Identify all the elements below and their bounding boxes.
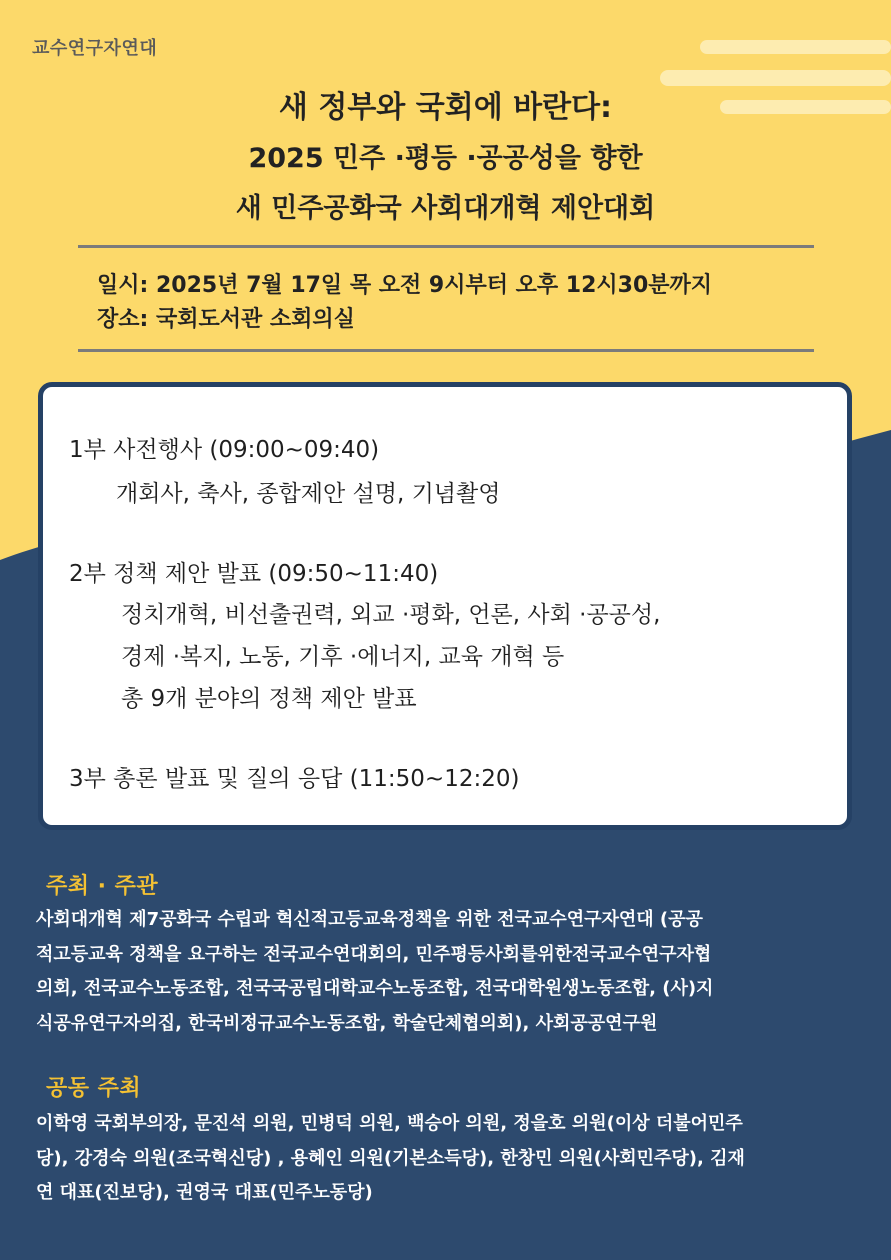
organization-label: 교수연구자연대 <box>32 38 158 59</box>
hosts-line: 의회, 전국교수노동조합, 전국국공립대학교수노동조합, 전국대학원생노동조합, (사)지 <box>36 978 714 999</box>
page-title: 새 정부와 국회에 바란다: <box>278 90 613 125</box>
cohosts-line: 당), 강경숙 의원(조국혁신당) , 용혜인 의원(기본소득당), 한창민 의원(사회민주당), 김재 <box>36 1147 745 1169</box>
divider-bottom <box>78 349 814 352</box>
hosts-line: 적고등교육 정책을 요구하는 전국교수연대회의, 민주평등사회를위한전국교수연구자협 <box>36 943 712 965</box>
part2-title: 2부 정책 제안 발표 (09:50~11:40) <box>69 561 439 587</box>
part2-detail-1: 정치개혁, 비선출권력, 외교 ·평화, 언론, 사회 ·공공성, <box>121 602 661 628</box>
part2-detail-3: 총 9개 분야의 정책 제안 발표 <box>121 686 417 712</box>
hosts-list <box>36 903 856 1041</box>
event-date: 일시: 2025년 7월 17일 목 오전 9시부터 오후 12시30분까지 <box>97 273 713 298</box>
part2-detail-2: 경제 ·복지, 노동, 기후 ·에너지, 교육 개혁 등 <box>121 644 565 670</box>
event-place: 장소: 국회도서관 소회의실 <box>97 307 355 332</box>
part1-detail: 개회사, 축사, 종합제안 설명, 기념촬영 <box>116 481 501 507</box>
hosts-heading: 주최 · 주관 <box>46 874 159 899</box>
cohosts-line: 이학영 국회부의장, 문진석 의원, 민병덕 의원, 백승아 의원, 정을호 의원(이상 더불어민주 <box>36 1113 743 1134</box>
cohosts-heading: 공동 주최 <box>46 1076 142 1101</box>
cohosts-line: 연 대표(진보당), 권영국 대표(민주노동당) <box>36 1182 373 1203</box>
part3-title: 3부 총론 발표 및 질의 응답 (11:50~12:20) <box>69 766 520 792</box>
hosts-line: 식공유연구자의집, 한국비정규교수노동조합, 학술단체협의회), 사회공공연구원 <box>36 1012 658 1034</box>
divider-top <box>78 245 814 248</box>
subtitle-line-2: 새 민주공화국 사회대개혁 제안대회 <box>235 193 656 224</box>
cohosts-list <box>36 1107 856 1211</box>
program-card <box>38 382 852 830</box>
subtitle-line-1: 2025 민주 ·평등 ·공공성을 향한 <box>248 143 643 174</box>
hosts-line: 사회대개혁 제7공화국 수립과 혁신적고등교육정책을 위한 전국교수연구자연대 (공공 <box>36 909 703 930</box>
part1-title: 1부 사전행사 (09:00~09:40) <box>69 437 380 463</box>
